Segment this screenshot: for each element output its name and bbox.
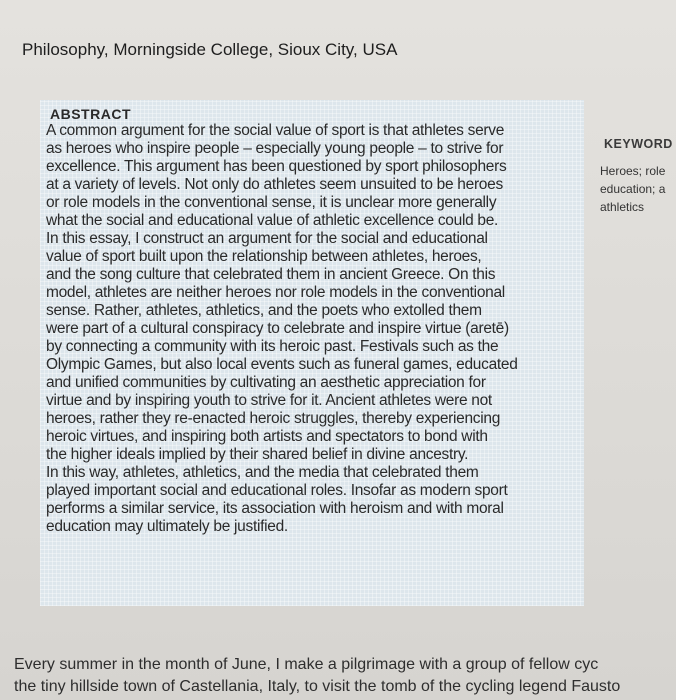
keyword-line: athletics	[600, 200, 645, 214]
abstract-line: performs a similar service, its association with heroism and with moral	[46, 500, 504, 517]
body-line: the tiny hillside town of Castellania, Italy, to visit the tomb of the cycling legend Fausto	[14, 678, 621, 695]
abstract-line: by connecting a community with its heroic past. Festivals such as the	[46, 338, 499, 355]
abstract-line: Olympic Games, but also local events such as funeral games, educated	[46, 356, 518, 373]
body-line: Every summer in the month of June, I make a pilgrimage with a group of fellow cyc	[14, 656, 599, 673]
abstract-line: education may ultimately be justified.	[46, 518, 288, 535]
abstract-line: model, athletes are neither heroes nor role models in the conventional	[46, 284, 505, 301]
abstract-line: what the social and educational value of athletic excellence could be.	[46, 212, 499, 229]
abstract-line: excellence. This argument has been questioned by sport philosophers	[46, 158, 507, 175]
abstract-line: the higher ideals implied by their shared belief in divine ancestry.	[46, 446, 469, 463]
keywords-heading: KEYWORD	[604, 137, 673, 151]
author-affiliation: Philosophy, Morningside College, Sioux City, USA	[22, 40, 398, 59]
article-body	[14, 654, 620, 698]
abstract-line: were part of a cultural conspiracy to celebrate and inspire virtue (aretē)	[46, 320, 509, 337]
abstract-line: or role models in the conventional sense, it is unclear more generally	[46, 194, 497, 211]
abstract-line: at a variety of levels. Not only do athletes seem unsuited to be heroes	[46, 176, 503, 193]
abstract-heading: ABSTRACT	[50, 106, 131, 122]
abstract-line: heroes, rather they re-enacted heroic struggles, thereby experiencing	[46, 410, 501, 427]
abstract-line: A common argument for the social value of sport is that athletes serve	[46, 122, 505, 139]
abstract-line: sense. Rather, athletes, athletics, and the poets who extolled them	[46, 302, 482, 319]
abstract-line: virtue and by inspiring youth to strive for it. Ancient athletes were not	[46, 392, 492, 409]
abstract-line: played important social and educational roles. Insofar as modern sport	[46, 482, 508, 499]
abstract-line: as heroes who inspire people – especially young people – to strive for	[46, 140, 504, 157]
abstract-line: heroic virtues, and inspiring both artists and spectators to bond with	[46, 428, 488, 445]
abstract-line: and the song culture that celebrated them in ancient Greece. On this	[46, 266, 496, 283]
abstract-line: value of sport built upon the relationship between athletes, heroes,	[46, 248, 482, 265]
abstract-body	[46, 122, 576, 536]
abstract-line: In this way, athletes, athletics, and the media that celebrated them	[46, 464, 479, 481]
keywords-list	[600, 162, 665, 216]
keyword-line: education; a	[600, 182, 666, 196]
abstract-line: and unified communities by cultivating an aesthetic appreciation for	[46, 374, 486, 391]
keyword-line: Heroes; role	[600, 164, 666, 178]
abstract-line: In this essay, I construct an argument for the social and educational	[46, 230, 488, 247]
